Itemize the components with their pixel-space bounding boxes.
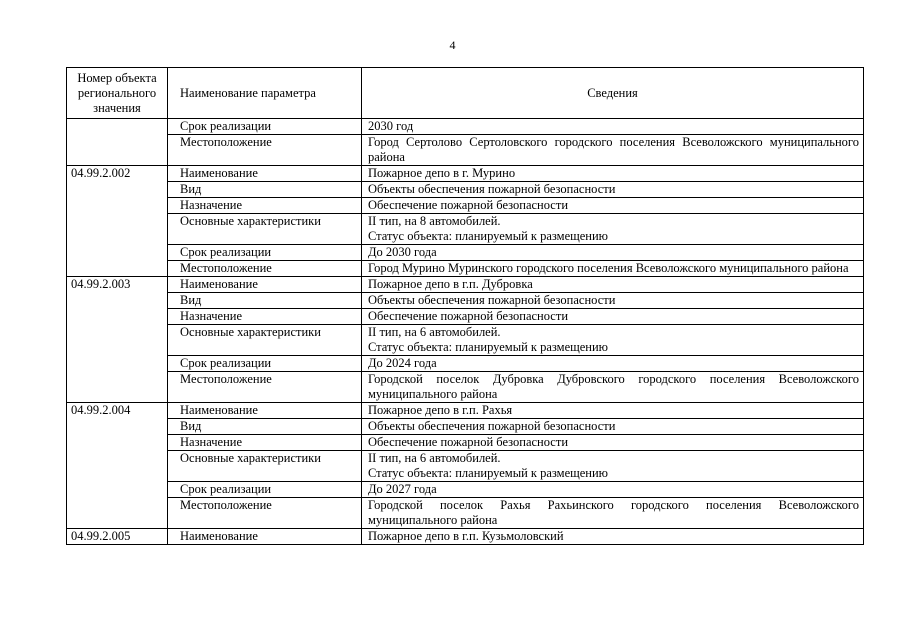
value-text: Объекты обеспечения пожарной безопасности	[368, 293, 616, 307]
table-row	[67, 214, 864, 245]
parameter-cell: Срок реализации	[168, 356, 362, 372]
object-number-cell	[67, 356, 168, 372]
parameter-cell: Местоположение	[168, 261, 362, 277]
table-row	[67, 419, 864, 435]
header-object-number: Номер объекта регионального значения	[67, 68, 168, 119]
value-cell	[362, 372, 864, 403]
object-number-cell	[67, 419, 168, 435]
value-text: Пожарное депо в г.п. Кузьмоловский	[368, 529, 564, 543]
object-number-cell	[67, 498, 168, 529]
object-number-cell	[67, 245, 168, 261]
object-number-cell	[67, 451, 168, 482]
object-number-cell	[67, 435, 168, 451]
object-number-cell	[67, 325, 168, 356]
value-cell	[362, 325, 864, 356]
table-row	[67, 293, 864, 309]
value-cell	[362, 182, 864, 198]
value-text: Обеспечение пожарной безопасности	[368, 435, 569, 449]
value-text: Объекты обеспечения пожарной безопасности	[368, 419, 616, 433]
value-cell	[362, 498, 864, 529]
value-cell	[362, 419, 864, 435]
value-cell	[362, 261, 864, 277]
value-text: Городской поселок Дубровка Дубровского городского поселения Всеволожского муниципального района	[368, 372, 859, 401]
value-text: Пожарное депо в г.п. Дубровка	[368, 277, 533, 291]
value-text: До 2024 года	[368, 356, 437, 370]
parameter-cell: Наименование	[168, 277, 362, 293]
parameter-cell: Местоположение	[168, 372, 362, 403]
header-parameter: Наименование параметра	[168, 68, 362, 119]
table-row	[67, 372, 864, 403]
parameter-cell: Местоположение	[168, 135, 362, 166]
table-body	[67, 119, 864, 545]
value-text: Обеспечение пожарной безопасности	[368, 309, 569, 323]
value-text: Обеспечение пожарной безопасности	[368, 198, 569, 212]
object-number-cell	[67, 119, 168, 135]
value-text: 2030 год	[368, 119, 414, 133]
value-cell	[362, 435, 864, 451]
object-number-cell	[67, 372, 168, 403]
object-number-cell: 04.99.2.002	[67, 166, 168, 182]
header-details: Сведения	[362, 68, 864, 119]
table-row	[67, 403, 864, 419]
parameter-cell: Наименование	[168, 166, 362, 182]
table-row	[67, 356, 864, 372]
value-cell	[362, 356, 864, 372]
object-number-cell: 04.99.2.005	[67, 529, 168, 545]
value-text-secondary: Статус объекта: планируемый к размещению	[368, 229, 609, 243]
value-cell	[362, 309, 864, 325]
table-row	[67, 166, 864, 182]
parameter-cell: Назначение	[168, 435, 362, 451]
value-cell	[362, 166, 864, 182]
object-number-cell: 04.99.2.004	[67, 403, 168, 419]
table-row	[67, 482, 864, 498]
value-text: Пожарное депо в г.п. Рахья	[368, 403, 513, 417]
value-text: Пожарное депо в г. Мурино	[368, 166, 516, 180]
table-row	[67, 309, 864, 325]
parameter-cell: Вид	[168, 419, 362, 435]
value-text-secondary: Статус объекта: планируемый к размещению	[368, 340, 609, 354]
parameter-cell: Наименование	[168, 529, 362, 545]
value-text: Городской поселок Рахья Рахьинского городского поселения Всеволожского муниципального района	[368, 498, 859, 527]
parameter-cell: Назначение	[168, 309, 362, 325]
parameter-cell: Вид	[168, 293, 362, 309]
value-cell	[362, 277, 864, 293]
value-text: II тип, на 6 автомобилей.	[368, 451, 501, 465]
value-text: II тип, на 6 автомобилей.	[368, 325, 501, 339]
value-cell	[362, 214, 864, 245]
object-number-cell	[67, 214, 168, 245]
object-number-cell	[67, 261, 168, 277]
table-row	[67, 198, 864, 214]
value-text: Объекты обеспечения пожарной безопасности	[368, 182, 616, 196]
table-row	[67, 451, 864, 482]
table-row	[67, 325, 864, 356]
value-text: До 2027 года	[368, 482, 437, 496]
object-number-cell	[67, 293, 168, 309]
value-cell	[362, 198, 864, 214]
objects-table	[66, 67, 864, 545]
parameter-cell: Срок реализации	[168, 245, 362, 261]
parameter-cell: Основные характеристики	[168, 325, 362, 356]
table-row	[67, 245, 864, 261]
value-text: Город Мурино Муринского городского поселения Всеволожского муниципального района	[368, 261, 849, 275]
parameter-cell: Назначение	[168, 198, 362, 214]
object-number-cell: 04.99.2.003	[67, 277, 168, 293]
value-text: Город Сертолово Сертоловского городского поселения Всеволожского муниципального района	[368, 135, 859, 164]
table-row	[67, 498, 864, 529]
object-number-cell	[67, 482, 168, 498]
table-row	[67, 529, 864, 545]
object-number-cell	[67, 309, 168, 325]
parameter-cell: Срок реализации	[168, 482, 362, 498]
parameter-cell: Срок реализации	[168, 119, 362, 135]
value-cell	[362, 403, 864, 419]
parameter-cell: Местоположение	[168, 498, 362, 529]
parameter-cell: Наименование	[168, 403, 362, 419]
value-cell	[362, 529, 864, 545]
parameter-cell: Вид	[168, 182, 362, 198]
value-cell	[362, 119, 864, 135]
value-cell	[362, 245, 864, 261]
value-text: До 2030 года	[368, 245, 437, 259]
value-cell	[362, 293, 864, 309]
table-row	[67, 435, 864, 451]
table-row	[67, 261, 864, 277]
table-row	[67, 119, 864, 135]
value-cell	[362, 135, 864, 166]
table-row	[67, 277, 864, 293]
page-number: 4	[449, 38, 456, 52]
value-text: II тип, на 8 автомобилей.	[368, 214, 501, 228]
value-cell	[362, 482, 864, 498]
value-text-secondary: Статус объекта: планируемый к размещению	[368, 466, 609, 480]
parameter-cell: Основные характеристики	[168, 214, 362, 245]
value-cell	[362, 451, 864, 482]
object-number-cell	[67, 182, 168, 198]
object-number-cell	[67, 135, 168, 166]
object-number-cell	[67, 198, 168, 214]
table-header-row	[67, 68, 864, 119]
table-row	[67, 182, 864, 198]
table-row	[67, 135, 864, 166]
parameter-cell: Основные характеристики	[168, 451, 362, 482]
